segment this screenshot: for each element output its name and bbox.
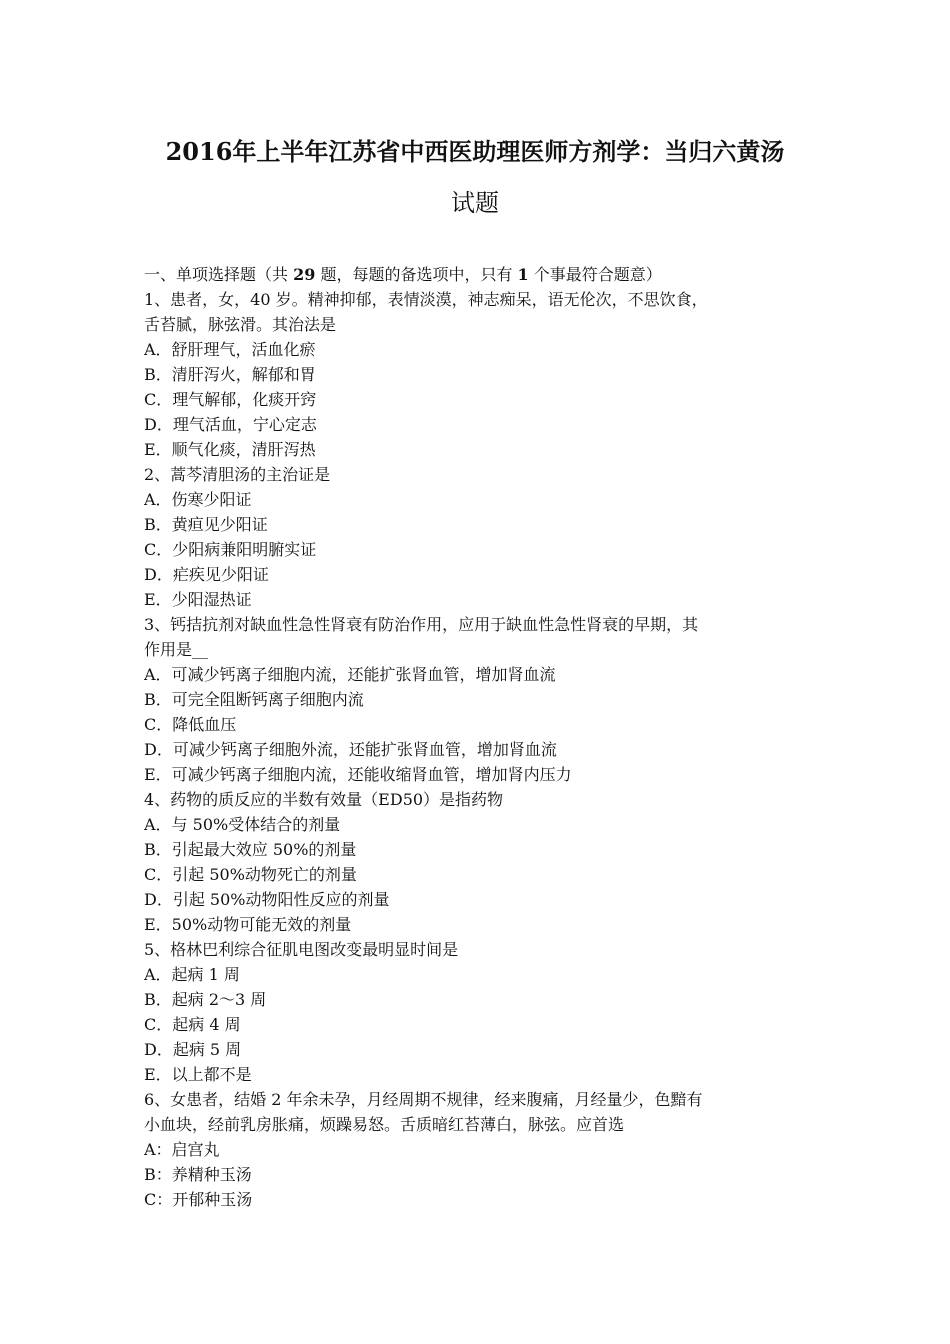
section-heading-middle: 题，每题的备选项中，只有 [315,265,518,284]
question-stem: 3、钙拮抗剂对缺血性急性肾衰有防治作用，应用于缺血性急性肾衰的早期，其 [144,615,699,634]
question-stem: 1、患者，女，40 岁。精神抑郁，表情淡漠，神志痴呆，语无伦次，不思饮食， [144,290,708,309]
question-stem: 作用是__ [144,640,209,659]
option-item: D．疟疾见少阳证 [144,565,269,584]
option-item: A．起病 1 周 [144,965,240,984]
question-1 [144,287,814,462]
section-heading [144,262,814,287]
document-body [144,262,814,1212]
option-item: B．起病 2～3 周 [144,990,267,1009]
option-item: B．清肝泻火，解郁和胃 [144,365,316,384]
option-item: E．以上都不是 [144,1065,252,1084]
document-title-line-1: 2016年上半年江苏省中西医助理医师方剂学：当归六黄汤 [165,137,785,166]
question-stem: 5、格林巴利综合征肌电图改变最明显时间是 [144,940,459,959]
question-stem: 小血块，经前乳房胀痛，烦躁易怒。舌质暗红苔薄白，脉弦。应首选 [144,1115,625,1134]
question-4 [144,787,814,937]
question-stem: 2、蒿芩清胆汤的主治证是 [144,465,331,484]
option-item: E．少阳湿热证 [144,590,252,609]
question-stem: 4、药物的质反应的半数有效量（ED50）是指药物 [144,790,504,809]
option-item: A．可减少钙离子细胞内流，还能扩张肾血管，增加肾血流 [144,665,556,684]
option-item: A．伤寒少阳证 [144,490,252,509]
section-heading-suffix: 个事最符合题意） [528,265,662,284]
option-item: D．理气活血，宁心定志 [144,415,317,434]
option-item: D．起病 5 周 [144,1040,242,1059]
option-item: D．引起 50%动物阳性反应的剂量 [144,890,390,909]
option-item: B．可完全阻断钙离子细胞内流 [144,690,364,709]
option-item: B．引起最大效应 50%的剂量 [144,840,357,859]
option-item: E．50%动物可能无效的剂量 [144,915,352,934]
option-item: B．黄疸见少阳证 [144,515,268,534]
option-item: E．可减少钙离子细胞内流，还能收缩肾血管，增加肾内压力 [144,765,572,784]
section-heading-prefix: 一、单项选择题（共 [144,265,294,284]
section-answer-count: 1 [517,265,529,284]
option-item: C．理气解郁，化痰开窍 [144,390,317,409]
section-question-count: 29 [293,265,316,284]
option-item: C．起病 4 周 [144,1015,241,1034]
option-item: B：养精种玉汤 [144,1165,252,1184]
document-title-line-2: 试题 [451,189,499,217]
option-item: A．舒肝理气，活血化瘀 [144,340,316,359]
option-item: C．少阳病兼阳明腑实证 [144,540,317,559]
question-stem: 舌苔腻，脉弦滑。其治法是 [144,315,337,334]
question-stem: 6、女患者，结婚 2 年余未孕，月经周期不规律，经来腹痛，月经量少，色黯有 [144,1090,703,1109]
question-6 [144,1087,814,1212]
option-item: A：启宫丸 [144,1140,220,1159]
option-item: D．可减少钙离子细胞外流，还能扩张肾血管，增加肾血流 [144,740,557,759]
option-item: E．顺气化痰，清肝泻热 [144,440,316,459]
question-3 [144,612,814,787]
question-5 [144,937,814,1087]
option-item: C．引起 50%动物死亡的剂量 [144,865,357,884]
question-2 [144,462,814,612]
option-item: A．与 50%受体结合的剂量 [144,815,341,834]
option-item: C．降低血压 [144,715,237,734]
option-item: C：开郁种玉汤 [144,1190,253,1209]
